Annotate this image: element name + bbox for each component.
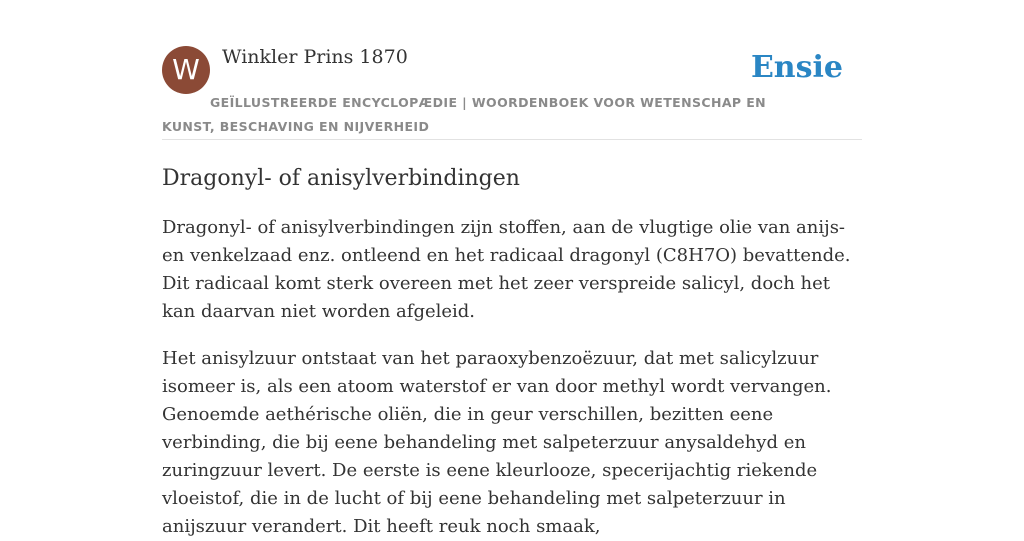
ensie-logo-link[interactable]: Ensie bbox=[750, 50, 843, 85]
source-title-link[interactable]: Winkler Prins 1870 bbox=[222, 46, 408, 68]
header-divider bbox=[162, 139, 862, 140]
article-paragraph-2: Het anisylzuur ontstaat van het paraoxybenzoëzuur, dat met salicylzuur isomeer is, als een atoom waterstof er van door methyl wordt vervangen. Genoemde aethérische oliën, die in geur verschillen, bezitten eene verbinding, die bij eene behandeling met salpeterzuur anysaldehyd en zuringzuur levert. De eerste is eene kleurlooze, specerijachtig riekende vloeistof, die in de lucht of bij eene behandeling met salpeterzuur in anijszuur verandert. Dit heeft reuk noch smaak, bbox=[162, 348, 832, 537]
source-avatar[interactable]: W bbox=[162, 46, 210, 94]
article-body bbox=[162, 162, 862, 541]
article-paragraph-1: Dragonyl- of anisylverbindingen zijn stoffen, aan de vlugtige olie van anijs- en venkelzaad enz. ontleend en het radicaal dragonyl (C8H7O) bevattende. Dit radicaal komt sterk overeen met het zeer verspreide salicyl, doch het kan daarvan niet worden afgeleid. bbox=[162, 217, 851, 322]
article-title: Dragonyl- of anisylverbindingen bbox=[162, 166, 520, 191]
source-subtitle: GEÏLLUSTREERDE ENCYCLOPÆDIE | WOORDENBOEK VOOR WETENSCHAP EN KUNST, BESCHAVING EN NIJVERHEID bbox=[162, 95, 767, 134]
